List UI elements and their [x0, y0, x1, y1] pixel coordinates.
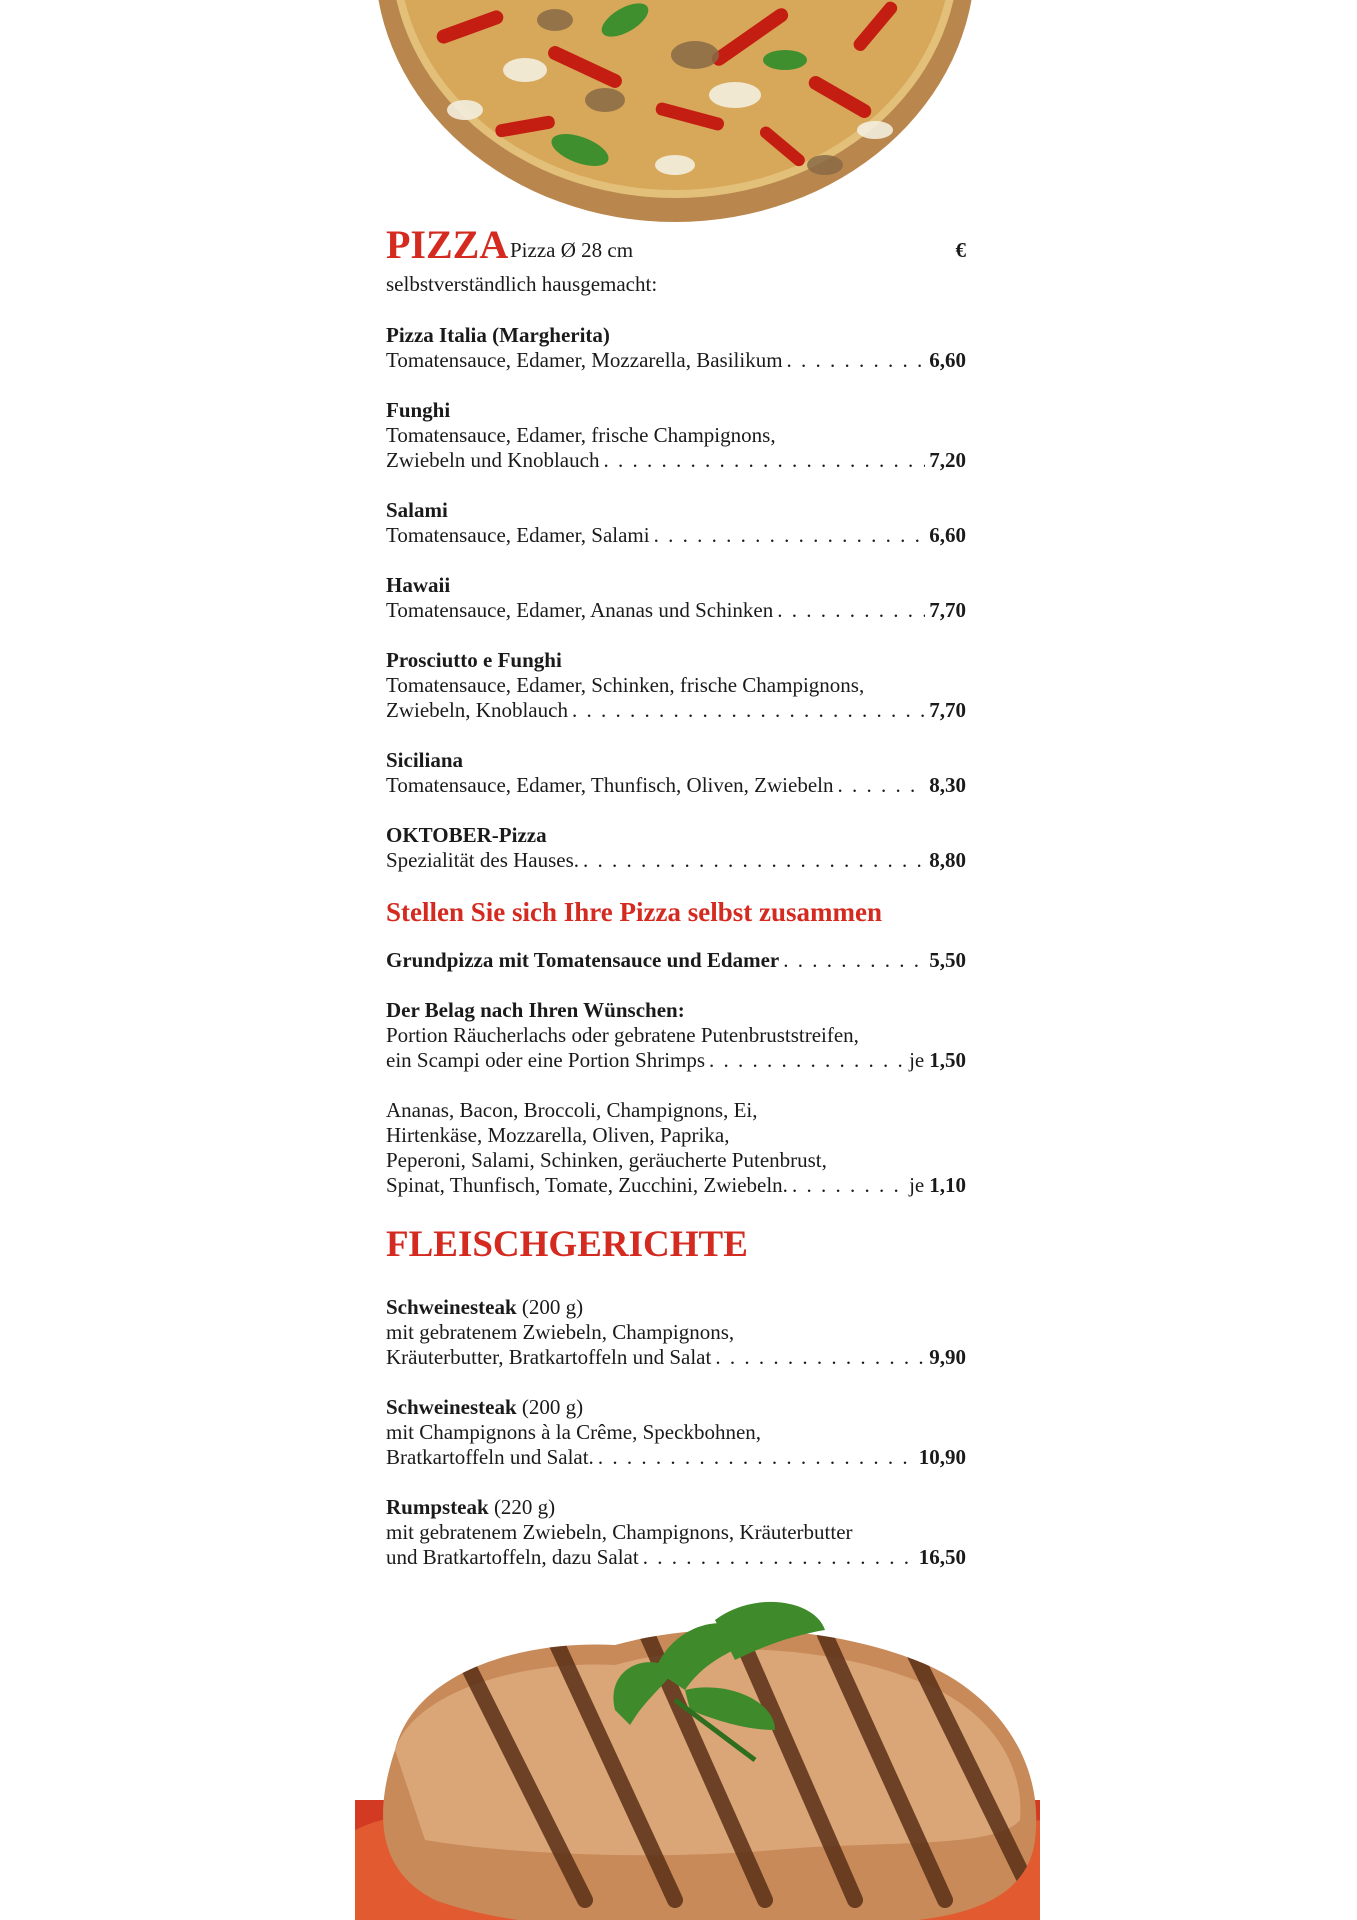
item-price-line: [386, 1173, 966, 1198]
menu-item-schweinesteak-2: [386, 1395, 966, 1470]
item-name: Rumpsteak: [386, 1495, 489, 1519]
item-description: Tomatensauce, Edamer, Salami: [386, 523, 650, 547]
dot-leader: [709, 1048, 905, 1073]
item-price-line: [386, 848, 966, 873]
item-description: Zwiebeln und Knoblauch: [386, 448, 600, 472]
item-name-line: [386, 1295, 966, 1320]
dot-leader: [792, 1173, 905, 1198]
menu-item-funghi: [386, 398, 966, 473]
pizza-title: PIZZA: [386, 222, 509, 267]
dot-leader: [603, 448, 925, 473]
item-name: Schweinesteak: [386, 1295, 517, 1319]
item-price: 6,60: [929, 348, 966, 372]
item-description: Ananas, Bacon, Broccoli, Champignons, Ei,: [386, 1098, 758, 1122]
dot-leader: [838, 773, 926, 798]
item-description: Tomatensauce, Edamer, Schinken, frische Champignons,: [386, 673, 865, 697]
item-price-line: [386, 523, 966, 548]
item-description: Tomatensauce, Edamer, Ananas und Schinken: [386, 598, 774, 622]
item-description: mit gebratenem Zwiebeln, Champignons, Kräuterbutter: [386, 1520, 853, 1544]
item-name: Funghi: [386, 398, 451, 422]
toppings-standard: [386, 1098, 966, 1198]
menu-item-siciliana: [386, 748, 966, 798]
price-prefix: je: [909, 1173, 925, 1197]
item-price: 7,20: [929, 448, 966, 472]
dot-leader: [654, 523, 926, 548]
item-description: Portion Räucherlachs oder gebratene Putenbruststreifen,: [386, 1023, 859, 1047]
item-price: 8,80: [929, 848, 966, 872]
price-prefix: je: [909, 1048, 925, 1072]
item-name: Prosciutto e Funghi: [386, 648, 562, 672]
item-description: Zwiebeln, Knoblauch: [386, 698, 568, 722]
item-description: mit Champignons à la Crême, Speckbohnen,: [386, 1420, 762, 1444]
item-price: 1,50: [929, 1048, 966, 1072]
item-price: 8,30: [929, 773, 966, 797]
item-weight: (200 g): [521, 1395, 584, 1419]
item-name: OKTOBER-Pizza: [386, 823, 547, 847]
pizza-photo: [375, 0, 975, 222]
item-price: 6,60: [929, 523, 966, 547]
item-price-line: [386, 773, 966, 798]
item-name: Salami: [386, 498, 448, 522]
item-price-line: [386, 448, 966, 473]
item-description: mit gebratenem Zwiebeln, Champignons,: [386, 1320, 735, 1344]
item-description: Bratkartoffeln und Salat.: [386, 1445, 594, 1469]
item-description: Tomatensauce, Edamer, frische Champignons,: [386, 423, 776, 447]
item-price-line: [386, 348, 966, 373]
item-price-line: [386, 1048, 966, 1073]
dot-leader: [783, 948, 925, 973]
item-description: Spezialität des Hauses.: [386, 848, 580, 872]
dot-leader: [715, 1345, 925, 1370]
item-price: 10,90: [918, 1445, 966, 1469]
item-description: Peperoni, Salami, Schinken, geräucherte Putenbrust,: [386, 1148, 827, 1172]
menu-item-grundpizza: [386, 948, 966, 973]
item-description: Hirtenkäse, Mozzarella, Oliven, Paprika,: [386, 1123, 730, 1147]
item-description: Tomatensauce, Edamer, Thunfisch, Oliven, Zwiebeln: [386, 773, 834, 797]
item-description: Spinat, Thunfisch, Tomate, Zucchini, Zwiebeln.: [386, 1173, 788, 1197]
item-price: 1,10: [929, 1173, 966, 1197]
item-weight: (200 g): [521, 1295, 584, 1319]
item-weight: (220 g): [493, 1495, 556, 1519]
item-name-line: [386, 1495, 966, 1520]
dot-leader: [643, 1545, 915, 1570]
dot-leader: [598, 1445, 915, 1470]
item-price-line: [386, 598, 966, 623]
item-description: und Bratkartoffeln, dazu Salat: [386, 1545, 639, 1569]
item-price-line: [386, 698, 966, 723]
menu-item-schweinesteak-1: [386, 1295, 966, 1370]
item-price: 9,90: [929, 1345, 966, 1369]
item-price: 16,50: [918, 1545, 966, 1569]
dot-leader: [583, 848, 925, 873]
menu-item-hawaii: [386, 573, 966, 623]
item-description: Kräuterbutter, Bratkartoffeln und Salat: [386, 1345, 712, 1369]
item-name-line: [386, 1395, 966, 1420]
menu-item-prosciutto-funghi: [386, 648, 966, 723]
steak-photo: [355, 1600, 1040, 1920]
item-description: Grundpizza mit Tomatensauce und Edamer: [386, 948, 780, 972]
item-price-line: [386, 1345, 966, 1370]
item-price-line: [386, 1445, 966, 1470]
menu-item-oktober-pizza: [386, 823, 966, 873]
item-name: Siciliana: [386, 748, 464, 772]
item-name: Hawaii: [386, 573, 451, 597]
item-price: 5,50: [929, 948, 966, 972]
currency-label: €: [955, 238, 966, 262]
toppings-premium: [386, 998, 966, 1073]
menu-column: [386, 222, 966, 1595]
menu-item-margherita: [386, 323, 966, 373]
dot-leader: [777, 598, 925, 623]
dot-leader: [787, 348, 926, 373]
pizza-size: Pizza Ø 28 cm: [510, 238, 634, 262]
pizza-subtitle: selbstverständlich hausgemacht:: [386, 272, 658, 296]
menu-item-rumpsteak: [386, 1495, 966, 1570]
item-description: ein Scampi oder eine Portion Shrimps: [386, 1048, 706, 1072]
fleischgerichte-title: FLEISCHGERICHTE: [386, 1224, 748, 1265]
menu-item-salami: [386, 498, 966, 548]
item-price-line: [386, 948, 966, 973]
item-price: 7,70: [929, 598, 966, 622]
item-name: Pizza Italia (Margherita): [386, 323, 610, 347]
item-name: Schweinesteak: [386, 1395, 517, 1419]
dot-leader: [572, 698, 925, 723]
item-description: Tomatensauce, Edamer, Mozzarella, Basilikum: [386, 348, 783, 372]
item-price: 7,70: [929, 698, 966, 722]
custom-pizza-heading: Stellen Sie sich Ihre Pizza selbst zusammen: [386, 897, 882, 927]
toppings-heading: Der Belag nach Ihren Wünschen:: [386, 998, 685, 1022]
item-price-line: [386, 1545, 966, 1570]
